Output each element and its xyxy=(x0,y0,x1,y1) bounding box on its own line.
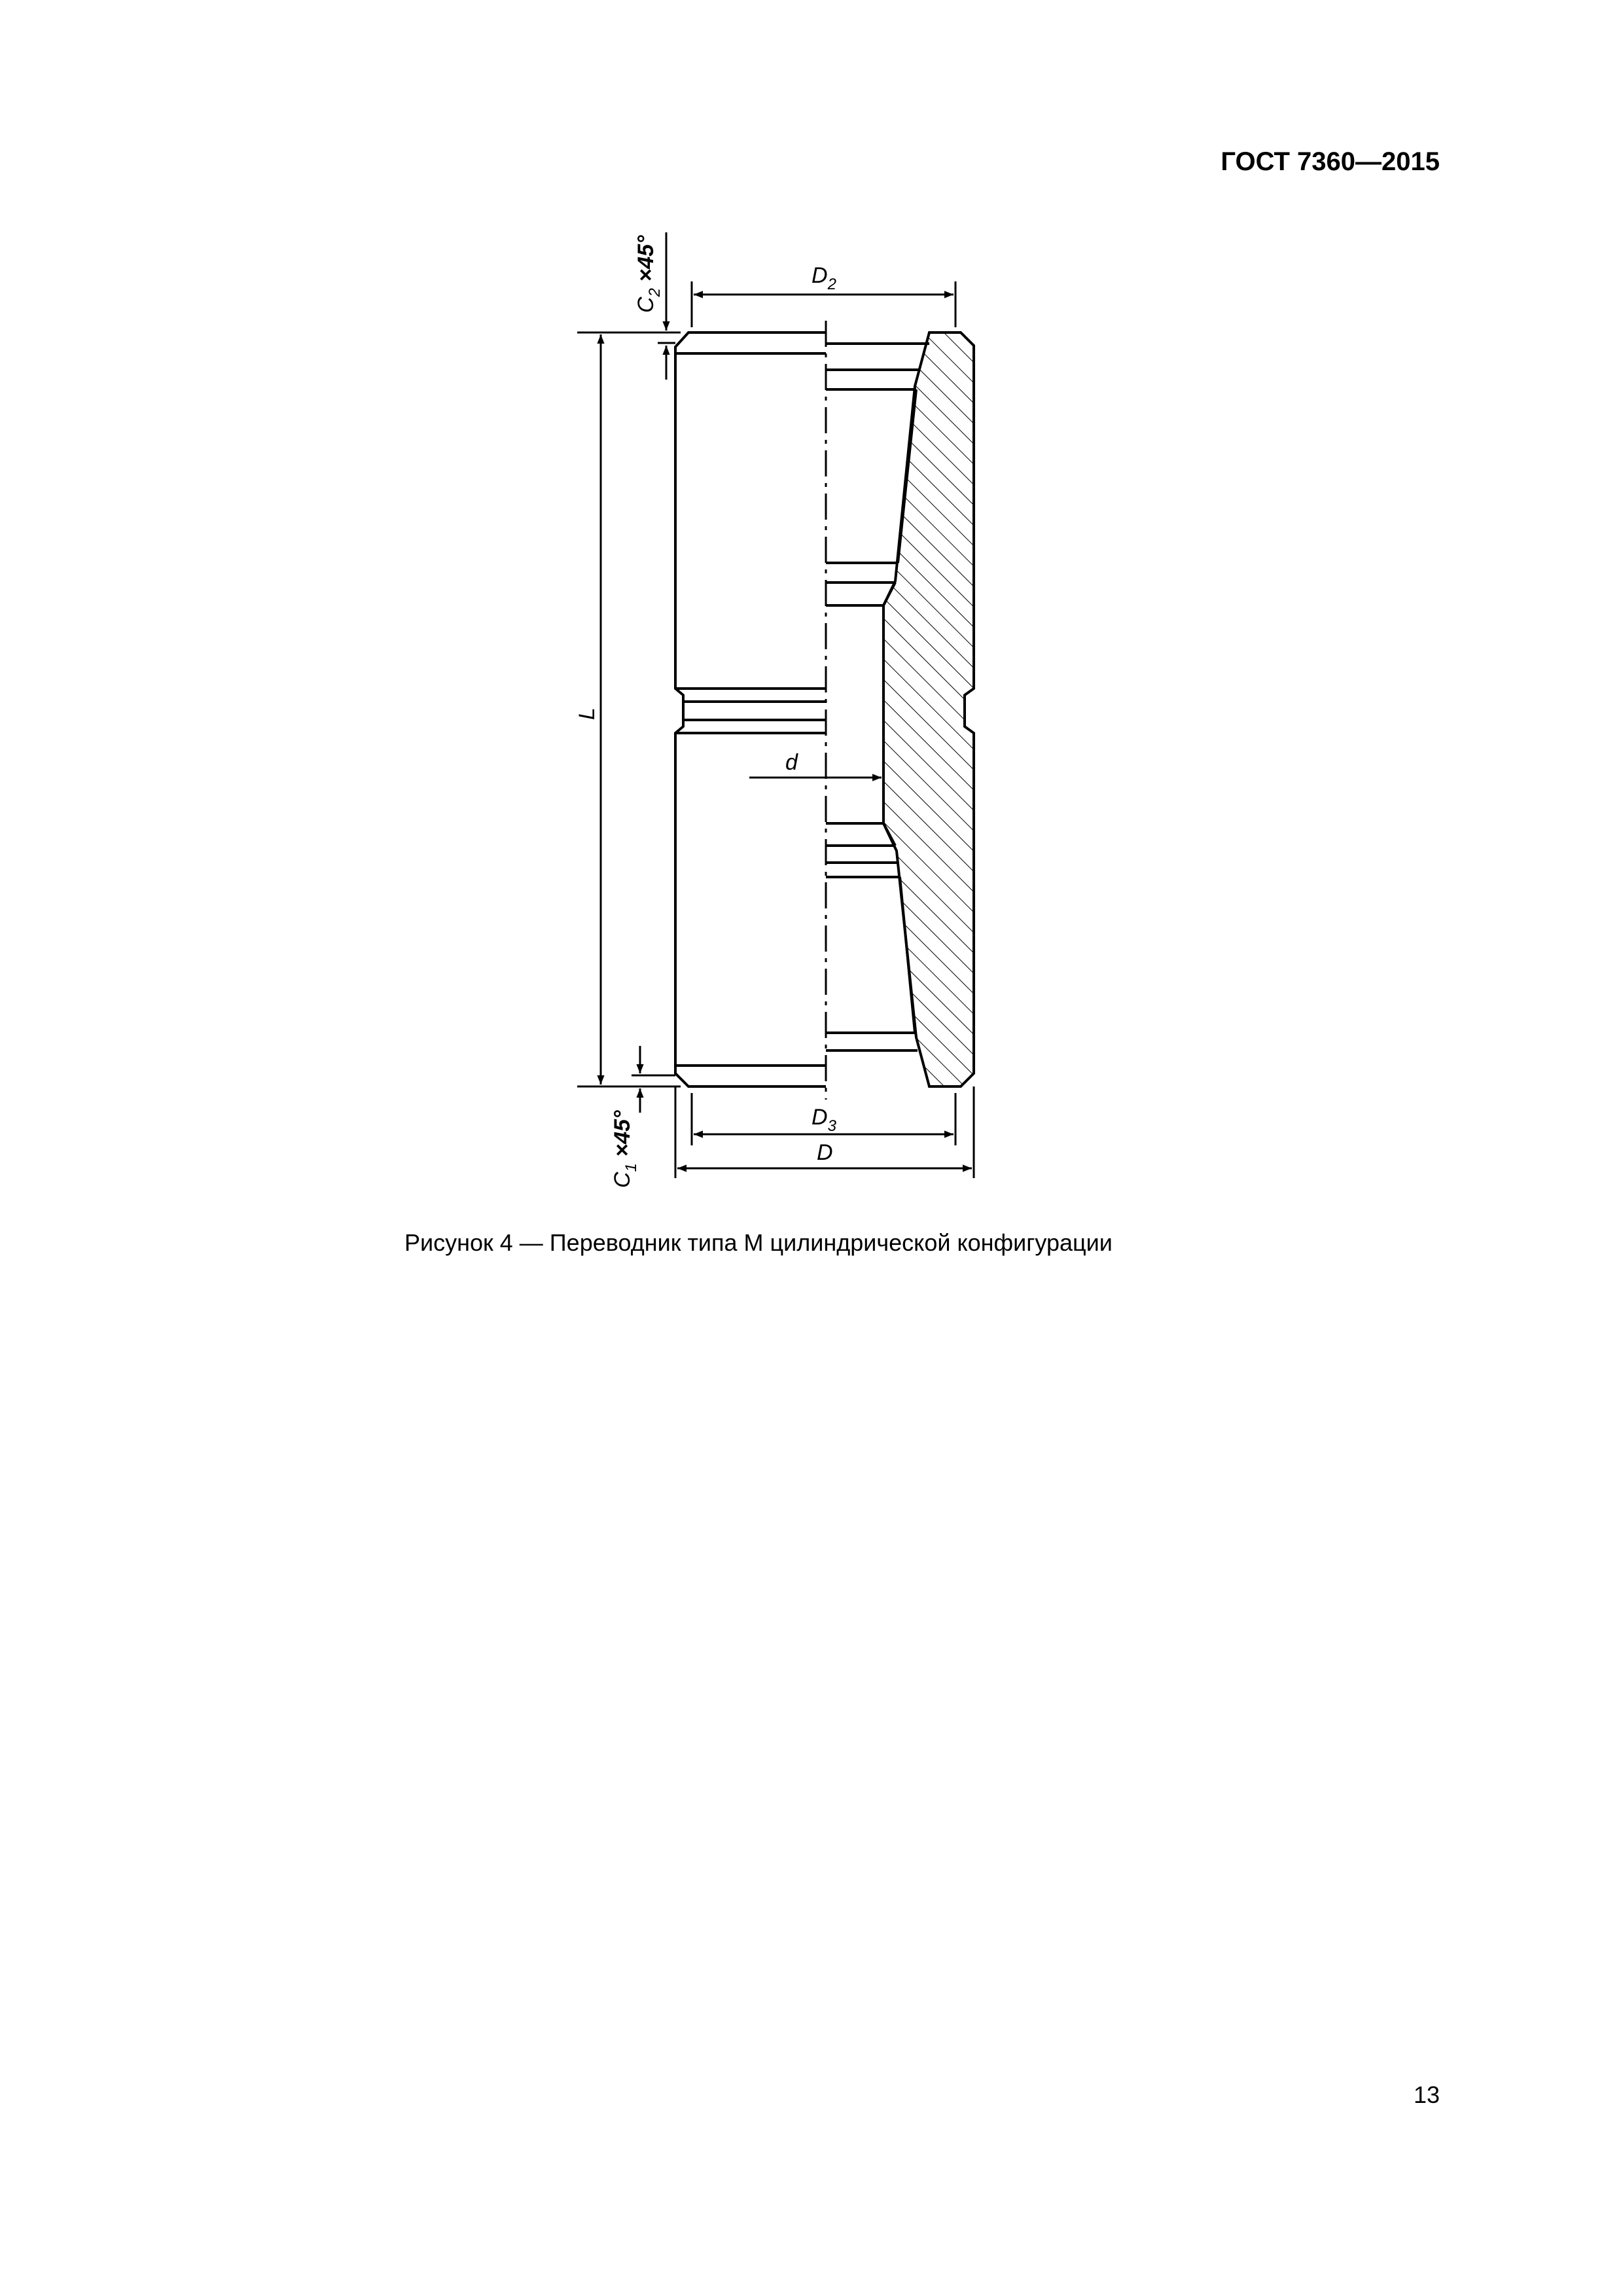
inner-d-label: d xyxy=(785,750,798,775)
document-standard-number: ГОСТ 7360—2015 xyxy=(1221,147,1440,176)
dimension-d2 xyxy=(692,281,955,327)
dimension-c2 xyxy=(658,232,675,380)
length-label: L xyxy=(575,708,599,720)
dimension-c1 xyxy=(632,1046,675,1113)
d-label: D xyxy=(817,1140,833,1165)
figure-caption: Рисунок 4 — Переводник типа М цилиндрической конфигурации xyxy=(404,1229,1113,1256)
d2-label: $D_2$ xyxy=(812,263,836,293)
page-number: 13 xyxy=(1413,2081,1440,2108)
section-hatching xyxy=(883,332,974,1086)
d3-label: $D_3$ xyxy=(812,1105,836,1135)
outer-profile xyxy=(675,332,826,1086)
c2-label: $C_2 \times 45^\circ$ xyxy=(633,235,664,313)
c1-label: $C_1 \times 45^\circ$ xyxy=(610,1110,640,1188)
